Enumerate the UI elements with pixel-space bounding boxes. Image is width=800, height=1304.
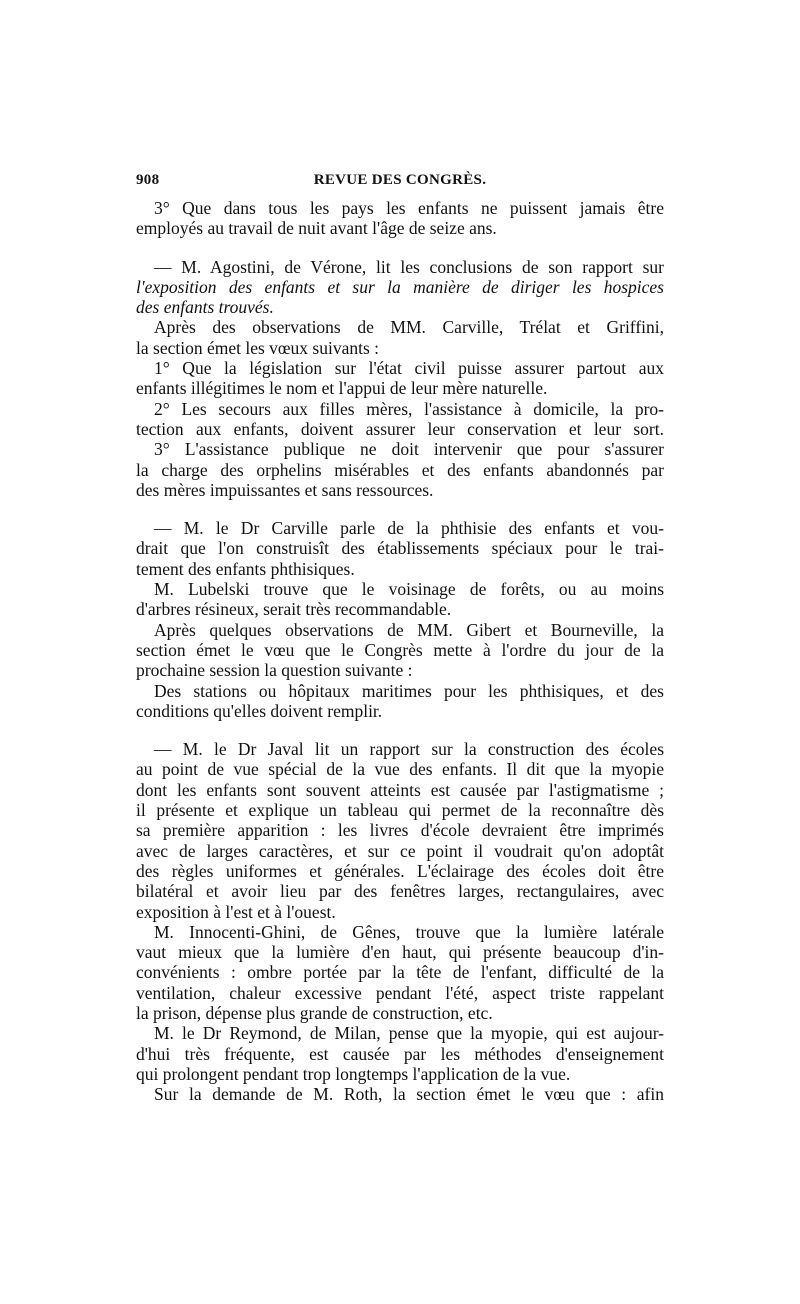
text-line: d'arbres résineux, serait très recommandable.	[136, 599, 452, 620]
paragraph-child-labour-vow	[136, 198, 664, 239]
text-line: M. Innocenti-Ghini, de Gênes, trouve que la lumière latérale	[154, 921, 664, 942]
text-line: avec de larges caractères, et sur ce point il voudrait qu'on adoptât	[136, 840, 664, 861]
text-line: la section émet les vœux suivants :	[136, 337, 380, 358]
page-number: 908	[136, 172, 160, 188]
text-line: employés au travail de nuit avant l'âge de seize ans.	[136, 218, 497, 239]
text-line: d'hui très fréquente, est causée par les méthodes d'enseignement	[136, 1043, 664, 1064]
paragraph-agostini-report	[136, 257, 664, 501]
text-line: M. le Dr Reymond, de Milan, pense que la myopie, qui est aujour-	[154, 1023, 664, 1044]
text-line: bilatéral et avoir lieu par des fenêtres larges, rectangulaires, avec	[136, 881, 664, 902]
text-line: convénients : ombre portée par la tête de l'enfant, difficulté de la	[136, 962, 664, 983]
text-line: 2° Les secours aux filles mères, l'assistance à domicile, la pro-	[154, 398, 664, 419]
text-line: — M. le Dr Carville parle de la phthisie des enfants et vou-	[154, 518, 664, 539]
text-line: des enfants trouvés.	[136, 297, 274, 318]
text-line: exposition à l'est et à l'ouest.	[136, 901, 336, 922]
text-line: la prison, dépense plus grande de construction, etc.	[136, 1002, 493, 1023]
text-line: 3° L'assistance publique ne doit intervenir que pour s'assurer	[154, 439, 664, 460]
text-line: vaut mieux que la lumière d'en haut, qui présente beaucoup d'in-	[136, 942, 664, 963]
text-line: M. Lubelski trouve que le voisinage de forêts, ou au moins	[154, 579, 664, 600]
text-line: drait que l'on construisît des établissements spéciaux pour le trai-	[136, 538, 664, 559]
paragraph-javal-schools	[136, 739, 664, 1104]
text-line: l'exposition des enfants et sur la manière de diriger les hospices	[136, 276, 664, 297]
text-line: conditions qu'elles doivent remplir.	[136, 700, 383, 721]
text-line: Sur la demande de M. Roth, la section émet le vœu que : afin	[154, 1084, 664, 1105]
text-line: tement des enfants phthisiques.	[136, 558, 355, 579]
running-title: REVUE DES CONGRÈS.	[313, 172, 487, 188]
text-line: section émet le vœu que le Congrès mette à l'ordre du jour de la	[136, 639, 664, 660]
text-line: dont les enfants sont souvent atteints est causée par l'astigmatisme ;	[136, 779, 664, 800]
running-head	[136, 172, 664, 198]
text-line: enfants illégitimes le nom et l'appui de leur mère naturelle.	[136, 378, 548, 399]
text-line: ventilation, chaleur excessive pendant l'été, aspect triste rappelant	[136, 982, 664, 1003]
text-line: il présente et explique un tableau qui permet de la reconnaître dès	[136, 800, 664, 821]
text-line: au point de vue spécial de la vue des enfants. Il dit que la myopie	[136, 759, 664, 780]
text-line: 3° Que dans tous les pays les enfants ne puissent jamais être	[154, 198, 664, 218]
text-line: Des stations ou hôpitaux maritimes pour les phthisiques, et des	[154, 680, 664, 701]
text-line: qui prolongent pendant trop longtemps l'application de la vue.	[136, 1063, 571, 1084]
text-line: — M. le Dr Javal lit un rapport sur la construction des écoles	[154, 739, 664, 760]
text-line: Après des observations de MM. Carville, Trélat et Griffini,	[154, 317, 664, 338]
text-line: — M. Agostini, de Vérone, lit les conclusions de son rapport sur	[154, 256, 664, 277]
paragraph-carville-phthisis	[136, 518, 664, 721]
text-line: tection aux enfants, doivent assurer leur conservation et leur sort.	[136, 418, 664, 439]
text-line: prochaine session la question suivante :	[136, 660, 413, 681]
document-page	[136, 172, 664, 1104]
text-line: la charge des orphelins misérables et des enfants abandonnés par	[136, 459, 664, 480]
text-line: des règles uniformes et générales. L'éclairage des écoles doit être	[136, 860, 664, 881]
text-line: 1° Que la législation sur l'état civil puisse assurer partout aux	[154, 358, 664, 379]
text-line: sa première apparition : les livres d'école devraient être imprimés	[136, 820, 664, 841]
text-line: Après quelques observations de MM. Gibert et Bourneville, la	[154, 619, 664, 640]
text-line: des mères impuissantes et sans ressources.	[136, 479, 434, 500]
